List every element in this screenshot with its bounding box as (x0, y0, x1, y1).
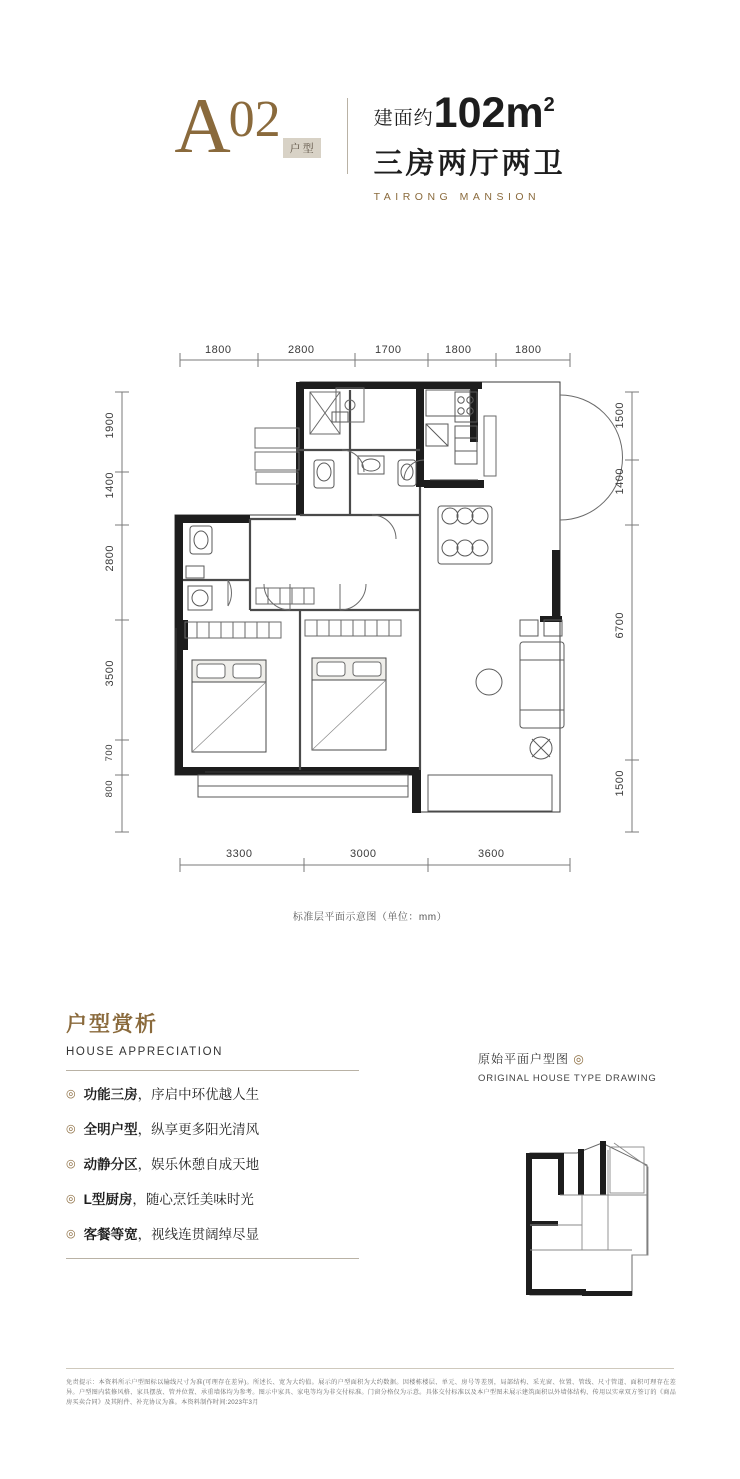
plan-caption: 标准层平面示意图（单位：mm） (292, 912, 448, 923)
dim-top-5: 1800 (515, 344, 542, 356)
unit-number: 02 (228, 91, 281, 148)
dim-top-3: 1700 (375, 344, 402, 356)
appreciation-section (66, 1008, 366, 1259)
list-item-rest: ，娱乐休憩自成天地 (137, 1157, 260, 1172)
dim-left-1: 1900 (104, 412, 116, 439)
dim-left-6: 800 (104, 780, 115, 798)
appreciation-list (66, 1083, 366, 1243)
appreciation-divider-top (66, 1070, 359, 1071)
original-plan-subtitle: ORIGINAL HOUSE TYPE DRAWING (478, 1073, 657, 1084)
original-plan-title-text: 原始平面户型图 (478, 1052, 570, 1066)
list-item-strong: 功能三房 (83, 1087, 138, 1102)
bullet-icon: ◎ (66, 1192, 76, 1205)
dim-right-2: 1400 (614, 468, 626, 495)
dim-bottom-2: 3000 (350, 848, 377, 860)
dim-right-3: 6700 (614, 612, 626, 639)
unit-letter: A (174, 82, 229, 169)
appreciation-title: 户型赏析 (66, 1013, 158, 1036)
list-item-rest: ，视线连贯阔绰尽显 (137, 1227, 260, 1242)
dim-left-5: 700 (104, 744, 115, 762)
dim-left-2: 1400 (104, 472, 116, 499)
bullet-icon: ◎ (66, 1087, 76, 1100)
dim-bottom-3: 3600 (478, 848, 505, 860)
list-item-strong: 全明户型 (83, 1122, 138, 1137)
list-item-rest: ，序启中环优越人生 (137, 1087, 260, 1102)
appreciation-subtitle: HOUSE APPRECIATION (66, 1046, 224, 1058)
list-item (66, 1153, 366, 1173)
page-header (0, 82, 740, 203)
area-prefix: 建面约 (373, 108, 434, 129)
bullet-icon: ◎ (66, 1122, 76, 1135)
list-item (66, 1083, 366, 1103)
dim-left-4: 3500 (104, 660, 116, 687)
dim-right-1: 1500 (614, 402, 626, 429)
bullet-icon: ◎ (66, 1227, 76, 1240)
project-pinyin: TAIRONG MANSION (373, 191, 541, 203)
list-item (66, 1118, 366, 1138)
original-plan-title (478, 1050, 678, 1067)
dim-right-4: 1500 (614, 770, 626, 797)
list-item-rest: ，纵享更多阳光清风 (137, 1122, 260, 1137)
unit-spec (348, 89, 566, 203)
bullet-icon: ◎ (66, 1157, 76, 1170)
list-item-rest: ，随心烹饪美味时光 (132, 1192, 254, 1207)
list-item-strong: 客餐等宽 (83, 1227, 138, 1242)
floor-plan (0, 320, 740, 940)
list-item-strong: 动静分区 (83, 1157, 138, 1172)
dim-top-1: 1800 (205, 344, 232, 356)
unit-type-tag: 户型 (283, 138, 321, 158)
appreciation-divider-bottom (66, 1258, 359, 1259)
floor-plan-drawing (0, 320, 740, 920)
dim-top-4: 1800 (445, 344, 472, 356)
room-config: 三房两厅两卫 (373, 148, 566, 180)
unit-code (174, 82, 346, 169)
disclaimer-text: 免责提示：本资料所示户型图标以输线尺寸为准(可理存在差异)。所述长、宽为大约值。展示的户型面积为大约数据。因楼栋楼层、单元、房号等差别，局部结构、采光窗、位置、管线、尺寸管道、面积可理存在差异。户型图内装修风格、家具摆放、管并位置、承重墙体均为参考。图示中家具、家电等均为非交付标准。门窗分格仅为示意。具体交付标准以及本户型图未展示建筑面积以外墙体结构、传用以实章双方签订的《商品房买卖合同》及其附件、补充协议为准。本资料制作时间:2023年3月 (66, 1379, 676, 1406)
list-item (66, 1188, 366, 1208)
area-value: 102m (433, 89, 544, 137)
disclaimer-divider (66, 1368, 674, 1369)
dim-top-2: 2800 (288, 344, 315, 356)
circle-icon: ◎ (573, 1052, 585, 1066)
list-item (66, 1223, 366, 1243)
dim-bottom-1: 3300 (226, 848, 253, 860)
list-item-strong: L型厨房 (83, 1192, 133, 1207)
dim-left-3: 2800 (104, 545, 116, 572)
area-unit-sup: 2 (543, 94, 555, 116)
original-plan-section (478, 1050, 678, 1084)
original-plan-drawing (482, 1105, 672, 1305)
